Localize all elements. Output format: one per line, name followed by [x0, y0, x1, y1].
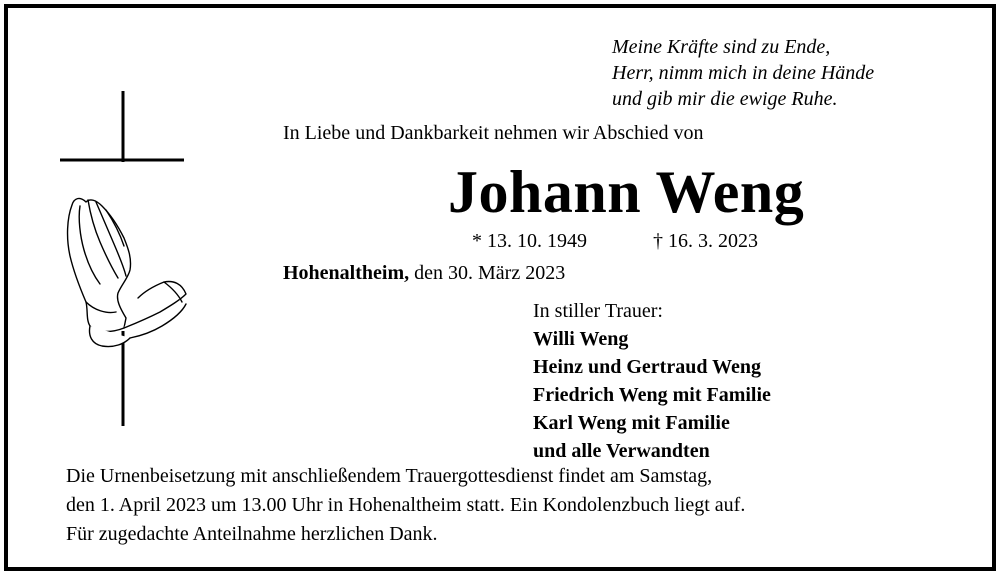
place-and-date — [283, 262, 565, 285]
mourner-name: Willi Weng — [533, 328, 629, 350]
date-text: den 30. März 2023 — [409, 262, 566, 284]
mourner-name: und alle Verwandten — [533, 440, 710, 462]
poem-line: und gib mir die ewige Ruhe. — [612, 88, 838, 110]
mourner-name: Heinz und Gertraud Weng — [533, 356, 761, 378]
poem-verse — [612, 34, 874, 112]
notice-line: Für zugedachte Anteilnahme herzlichen Dank. — [66, 523, 438, 545]
notice-line: Die Urnenbeisetzung mit anschließendem Trauergottesdienst findet am Samstag, — [66, 465, 713, 487]
intro-text: In Liebe und Dankbarkeit nehmen wir Abschied von — [283, 122, 704, 144]
cross-and-hands-illustration — [50, 88, 200, 433]
place-name: Hohenaltheim, — [283, 262, 410, 284]
funeral-notice — [66, 462, 745, 549]
mourner-name: Karl Weng mit Familie — [533, 412, 730, 434]
deceased-name: Johann Weng — [448, 159, 805, 225]
notice-line: den 1. April 2023 um 13.00 Uhr in Hohenaltheim statt. Ein Kondolenzbuch liegt auf. — [66, 494, 746, 516]
mourners-label: In stiller Trauer: — [533, 300, 663, 322]
birth-date: * 13. 10. 1949 — [472, 230, 587, 252]
poem-line: Meine Kräfte sind zu Ende, — [612, 36, 831, 58]
mourners-block — [533, 297, 771, 465]
death-date: † 16. 3. 2023 — [653, 230, 758, 252]
mourner-name: Friedrich Weng mit Familie — [533, 384, 771, 406]
poem-line: Herr, nimm mich in deine Hände — [612, 62, 875, 84]
praying-hands-icon — [68, 198, 186, 346]
